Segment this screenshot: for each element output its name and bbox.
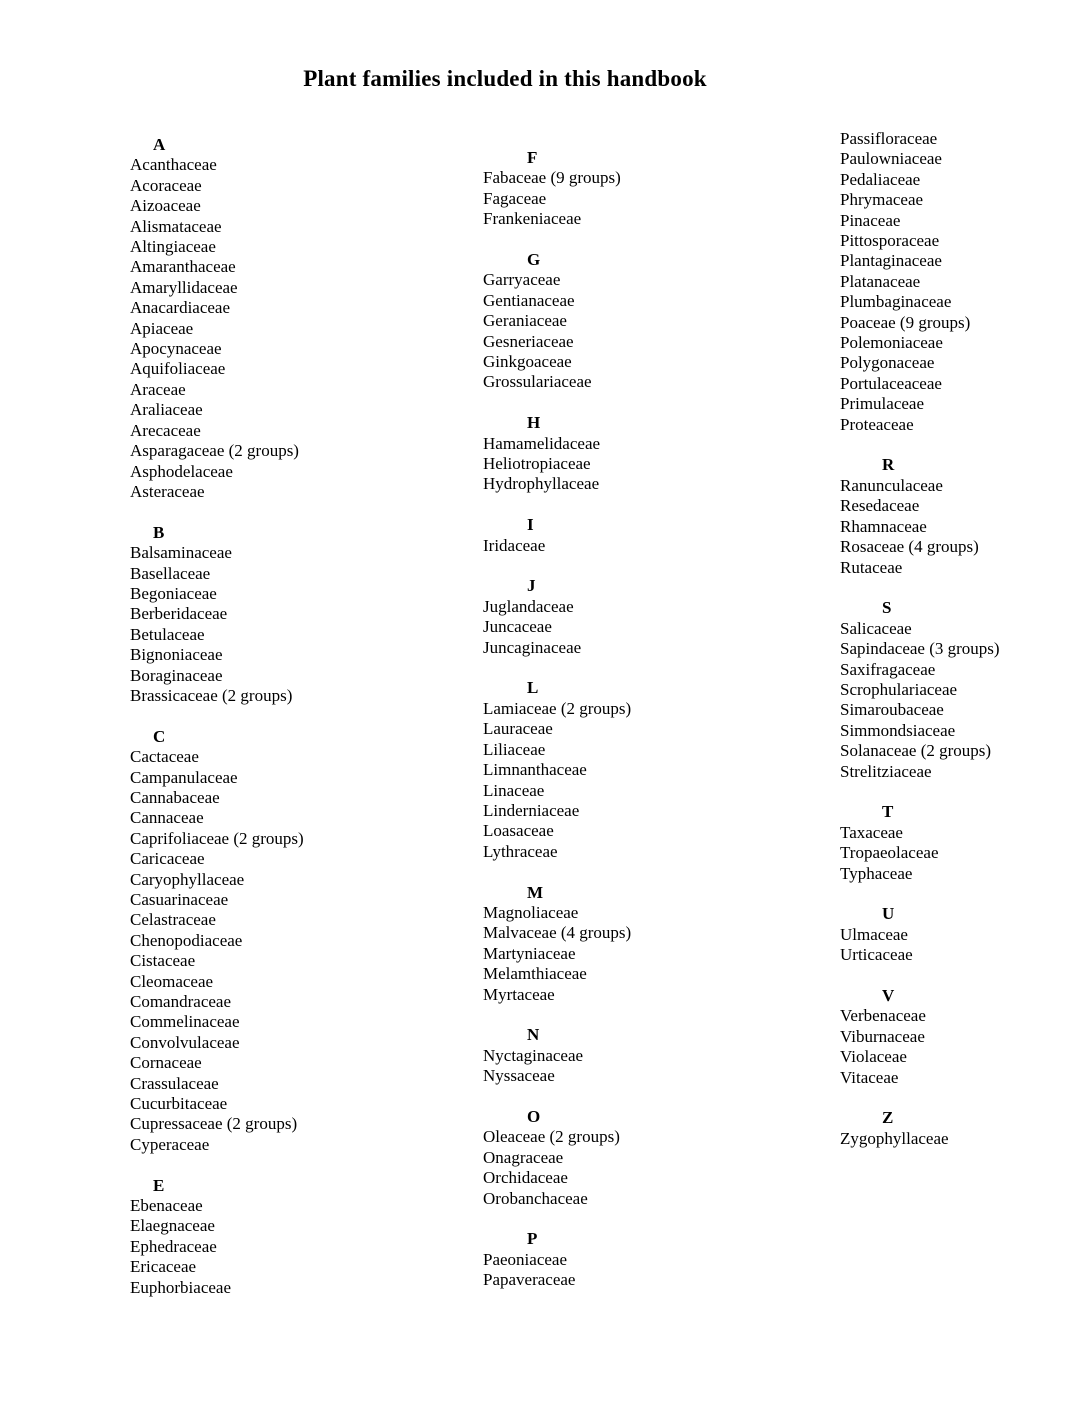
letter-section — [130, 135, 470, 502]
family-item: Acoraceae — [130, 175, 202, 195]
letter-section — [483, 1025, 823, 1086]
letter-section — [483, 250, 823, 393]
family-item: Lamiaceae (2 groups) — [483, 698, 632, 718]
family-item: Acanthaceae — [130, 155, 217, 175]
family-item: Solanaceae (2 groups) — [840, 741, 992, 761]
letter-section — [483, 883, 823, 1005]
family-item: Asparagaceae (2 groups) — [130, 441, 299, 461]
family-item: Linaceae — [483, 780, 545, 800]
letter-section — [130, 1176, 470, 1298]
section-letter-heading: U — [882, 904, 895, 924]
family-item: Arecaceae — [130, 420, 201, 440]
family-item: Aizoaceae — [130, 196, 201, 216]
family-item: Zygophyllaceae — [840, 1128, 949, 1148]
family-item: Melamthiaceae — [483, 964, 587, 984]
section-letter-heading: H — [527, 413, 541, 433]
family-item: Cupressaceae (2 groups) — [130, 1114, 298, 1134]
family-item: Casuarinaceae — [130, 890, 229, 909]
family-item: Polygonaceae — [840, 353, 935, 373]
family-item: Nyctaginaceae — [483, 1045, 584, 1065]
family-item: Geraniaceae — [483, 311, 567, 331]
family-item: Ebenaceae — [130, 1196, 203, 1216]
family-item: Violaceae — [840, 1047, 907, 1067]
column-middle — [483, 148, 823, 1291]
family-item: Caricaceae — [130, 849, 205, 869]
family-item: Celastraceae — [130, 910, 216, 930]
letter-section — [483, 678, 823, 862]
section-letter-heading: N — [527, 1025, 540, 1045]
letter-section — [483, 1229, 823, 1290]
section-letter-heading: S — [882, 598, 892, 618]
family-item: Altingiaceae — [130, 237, 216, 257]
family-item: Convolvulaceae — [130, 1032, 240, 1052]
section-letter-heading: P — [527, 1229, 538, 1249]
family-item: Portulaceaceae — [840, 373, 942, 393]
page-title: Plant families included in this handbook — [303, 66, 707, 91]
family-item: Limnanthaceae — [483, 760, 587, 780]
section-letter-heading: J — [527, 576, 536, 596]
section-letter-heading: L — [527, 678, 539, 698]
family-item: Cannabaceae — [130, 787, 220, 807]
section-letter-heading: F — [527, 148, 538, 167]
family-item: Basellaceae — [130, 563, 211, 583]
section-letter-heading: A — [153, 135, 166, 154]
family-item: Strelitziaceae — [840, 761, 932, 781]
family-item: Brassicaceae (2 groups) — [130, 685, 293, 705]
family-item: Ericaceae — [130, 1257, 197, 1277]
column-right — [840, 129, 1088, 1149]
section-letter-heading: C — [153, 726, 166, 746]
letter-section — [130, 523, 470, 707]
family-item: Asteraceae — [130, 481, 205, 501]
family-item: Plantaginaceae — [840, 251, 942, 271]
family-item: Anacardiaceae — [130, 298, 231, 318]
letter-section — [840, 129, 1088, 435]
family-item: Liliaceae — [483, 739, 546, 759]
family-item: Scrophulariaceae — [840, 679, 958, 699]
family-item: Plumbaginaceae — [840, 292, 952, 312]
section-letter-heading: V — [882, 985, 895, 1005]
family-item: Grossulariaceae — [483, 372, 592, 392]
letter-section — [840, 802, 1088, 884]
letter-section — [840, 986, 1088, 1088]
family-item: Resedaceae — [840, 496, 920, 516]
family-item: Onagraceae — [483, 1147, 564, 1167]
section-letter-heading: I — [527, 515, 534, 535]
section-letter-heading: T — [882, 802, 894, 822]
family-item: Typhaceae — [840, 863, 913, 883]
family-item: Chenopodiaceae — [130, 930, 243, 950]
family-item: Juncaginaceae — [483, 637, 582, 657]
family-item: Comandraceae — [130, 992, 231, 1012]
family-item: Elaegnaceae — [130, 1216, 215, 1236]
family-item: Verbenaceae — [840, 1006, 926, 1026]
family-item: Pittosporaceae — [840, 231, 940, 251]
family-item: Ephedraceae — [130, 1236, 217, 1256]
family-item: Tropaeolaceae — [840, 843, 939, 863]
family-item: Phrymaceae — [840, 190, 924, 210]
family-item: Apocynaceae — [130, 339, 222, 359]
family-item: Myrtaceae — [483, 984, 555, 1004]
family-item: Cactaceae — [130, 747, 199, 767]
family-item: Garryaceae — [483, 270, 561, 290]
family-item: Campanulaceae — [130, 767, 238, 787]
family-item: Cornaceae — [130, 1053, 202, 1073]
family-item: Juglandaceae — [483, 596, 574, 616]
family-item: Aquifoliaceae — [130, 359, 226, 379]
family-item: Gentianaceae — [483, 290, 575, 310]
family-item: Amaryllidaceae — [130, 277, 238, 297]
family-item: Cannaceae — [130, 808, 204, 828]
family-item: Simmondsiaceae — [840, 720, 956, 740]
family-item: Saxifragaceae — [840, 659, 936, 679]
section-letter-heading: O — [527, 1106, 541, 1126]
family-item: Proteaceae — [840, 414, 914, 434]
family-item: Asphodelaceae — [130, 461, 233, 481]
family-item: Orobanchaceae — [483, 1188, 588, 1208]
family-item: Berberidaceae — [130, 604, 228, 624]
family-item: Rutaceae — [840, 557, 903, 577]
family-item: Passifloraceae — [840, 129, 938, 148]
family-item: Cleomaceae — [130, 971, 214, 991]
family-item: Gesneriaceae — [483, 331, 574, 351]
family-item: Amaranthaceae — [130, 257, 236, 277]
family-item: Papaveraceae — [483, 1270, 576, 1290]
family-item: Taxaceae — [840, 822, 903, 842]
family-item: Lauraceae — [483, 719, 553, 739]
family-item: Crassulaceae — [130, 1073, 219, 1093]
family-item: Vitaceae — [840, 1067, 899, 1087]
family-item: Iridaceae — [483, 535, 546, 555]
family-item: Paulowniaceae — [840, 149, 942, 169]
family-item: Frankeniaceae — [483, 209, 582, 229]
family-item: Fabaceae (9 groups) — [483, 168, 621, 188]
family-item: Rhamnaceae — [840, 516, 927, 536]
family-item: Urticaceae — [840, 945, 913, 965]
family-item: Magnoliaceae — [483, 902, 579, 922]
letter-section — [840, 455, 1088, 577]
letter-section — [130, 727, 470, 1156]
family-item: Begoniaceae — [130, 583, 217, 603]
family-item: Cucurbitaceae — [130, 1094, 228, 1114]
family-item: Simaroubaceae — [840, 700, 944, 720]
letter-section — [483, 515, 823, 556]
family-item: Heliotropiaceae — [483, 454, 591, 474]
family-item: Commelinaceae — [130, 1012, 240, 1032]
family-item: Sapindaceae (3 groups) — [840, 639, 1000, 659]
family-item: Betulaceae — [130, 624, 205, 644]
family-item: Euphorbiaceae — [130, 1277, 231, 1297]
family-item: Nyssaceae — [483, 1066, 555, 1086]
family-item: Cistaceae — [130, 951, 196, 971]
family-item: Salicaceae — [840, 618, 912, 638]
family-item: Fagaceae — [483, 188, 547, 208]
family-item: Araliaceae — [130, 400, 203, 420]
letter-section — [483, 148, 823, 230]
letter-section — [483, 576, 823, 658]
family-item: Polemoniaceae — [840, 333, 943, 353]
letter-section — [840, 904, 1088, 965]
family-item: Rosaceae (4 groups) — [840, 537, 979, 557]
family-item: Juncaceae — [483, 617, 552, 637]
family-item: Caprifoliaceae (2 groups) — [130, 828, 304, 848]
family-item: Ginkgoaceae — [483, 352, 572, 372]
column-left — [130, 135, 470, 1298]
family-item: Alismataceae — [130, 216, 222, 236]
letter-section — [483, 413, 823, 495]
family-item: Apiaceae — [130, 318, 194, 338]
family-item: Boraginaceae — [130, 665, 223, 685]
family-item: Balsaminaceae — [130, 543, 232, 563]
family-item: Viburnaceae — [840, 1026, 925, 1046]
letter-section — [483, 1107, 823, 1209]
family-item: Linderniaceae — [483, 800, 580, 820]
family-item: Bignoniaceae — [130, 645, 223, 665]
family-item: Martyniaceae — [483, 943, 576, 963]
section-letter-heading: M — [527, 882, 544, 902]
family-item: Cyperaceae — [130, 1134, 210, 1154]
family-item: Hamamelidaceae — [483, 433, 601, 453]
family-item: Oleaceae (2 groups) — [483, 1127, 620, 1147]
family-item: Lythraceae — [483, 841, 558, 861]
family-item: Poaceae (9 groups) — [840, 312, 971, 332]
section-letter-heading: E — [153, 1175, 165, 1195]
family-item: Ulmaceae — [840, 924, 908, 944]
family-item: Araceae — [130, 379, 186, 399]
section-letter-heading: G — [527, 250, 541, 270]
family-item: Platanaceae — [840, 271, 921, 291]
family-item: Loasaceae — [483, 821, 554, 841]
section-letter-heading: Z — [882, 1108, 894, 1128]
family-item: Ranunculaceae — [840, 475, 943, 495]
family-item: Malvaceae (4 groups) — [483, 923, 632, 943]
family-item: Paeoniaceae — [483, 1249, 567, 1269]
letter-section — [840, 598, 1088, 782]
family-item: Pinaceae — [840, 210, 901, 230]
family-item: Hydrophyllaceae — [483, 474, 600, 494]
family-item: Pedaliaceae — [840, 169, 921, 189]
letter-section — [840, 1108, 1088, 1149]
section-letter-heading: B — [153, 522, 165, 542]
section-letter-heading: R — [882, 455, 895, 475]
family-item: Orchidaceae — [483, 1168, 568, 1188]
family-item: Caryophyllaceae — [130, 869, 245, 889]
family-item: Primulaceae — [840, 394, 925, 414]
